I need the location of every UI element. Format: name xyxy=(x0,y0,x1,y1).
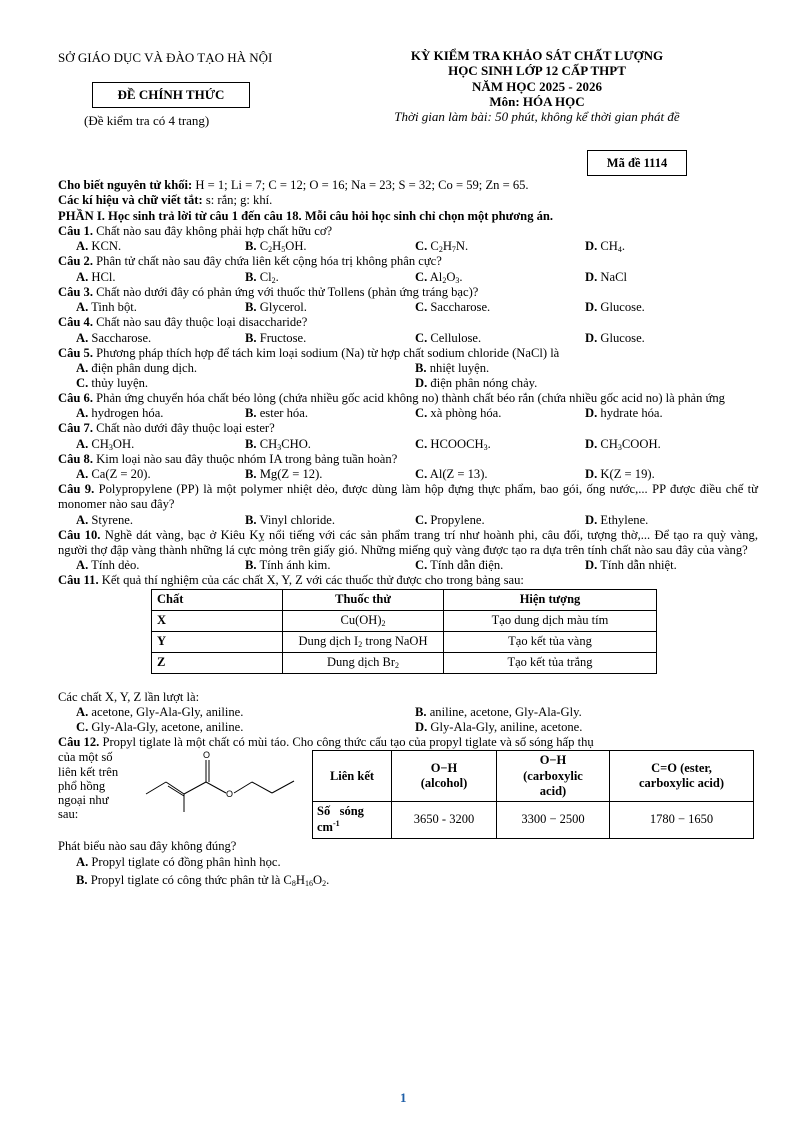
question-7 xyxy=(58,421,758,436)
option-text: aniline, acetone, Gly-Ala-Gly. xyxy=(429,705,582,720)
options-3 xyxy=(58,300,758,315)
question-label: Câu 2. xyxy=(58,254,93,269)
table-cell: $Cu(OH)_2$ xyxy=(283,610,444,631)
option-text: xà phòng hóa. xyxy=(430,406,502,421)
option-text: Glycerol. xyxy=(259,300,307,315)
question-8 xyxy=(58,452,758,467)
bond xyxy=(166,782,184,794)
option-text: Al(Z = 13). xyxy=(429,466,488,481)
table-header: Chất xyxy=(152,589,283,610)
table-cell: Số sóng $cm^{-1}$ xyxy=(313,802,392,839)
exam-title: KỲ KIỂM TRA KHẢO SÁT CHẤT LƯỢNG xyxy=(410,48,664,63)
option-c[interactable]: C. Saccharose. xyxy=(415,300,491,315)
ir-table xyxy=(312,750,754,838)
option-text: thủy luyện. xyxy=(91,375,149,390)
option-text: acetone, Gly-Ala-Gly, aniline. xyxy=(91,705,244,720)
option-b[interactable]: B. aniline, acetone, Gly-Ala-Gly. xyxy=(415,705,582,720)
option-text: KCN. xyxy=(91,239,122,254)
bond xyxy=(206,782,226,793)
option-text: Mg(Z = 12). xyxy=(259,466,323,481)
department-name: SỞ GIÁO DỤC VÀ ĐÀO TẠO HÀ NỘI xyxy=(58,50,273,65)
exam-subject: Môn: HÓA HỌC xyxy=(489,93,585,109)
question-9 xyxy=(58,482,758,513)
options-10 xyxy=(58,558,758,573)
option-c[interactable]: C. Cellulose. xyxy=(415,330,482,345)
bond xyxy=(234,782,252,793)
bond xyxy=(272,781,294,793)
option-a[interactable]: A. KCN. xyxy=(76,239,122,254)
symbols-label: Các kí hiệu và chữ viết tắt: xyxy=(58,193,203,208)
exam-body xyxy=(58,178,758,889)
table-cell: Tạo kết tủa trắng xyxy=(444,652,657,673)
question-6 xyxy=(58,391,758,406)
table-header-row xyxy=(313,751,754,802)
option-text: Ethylene. xyxy=(600,512,649,527)
table-header: Thuốc thử xyxy=(283,589,444,610)
option-d[interactable]: D. Tính dẫn nhiệt. xyxy=(585,558,677,573)
option-a[interactable]: A. Tinh bột. xyxy=(76,300,137,315)
option-d[interactable]: D. Ethylene. xyxy=(585,512,649,527)
option-text: Saccharose. xyxy=(91,330,152,345)
side-line: của một số xyxy=(58,750,113,765)
question-11 xyxy=(58,573,758,588)
option-d[interactable]: D. Glucose. xyxy=(585,330,645,345)
option-text: điện phân dung dịch. xyxy=(91,360,198,375)
table-row xyxy=(152,652,657,673)
option-text: NaCl xyxy=(600,269,627,284)
question-label: Câu 3. xyxy=(58,284,93,299)
option-c[interactable]: C. Gly-Ala-Gly, acetone, aniline. xyxy=(76,720,244,735)
question-text: Phương pháp thích hợp để tách kim loại sodium (Na) từ hợp chất sodium chloride (NaCl) là xyxy=(93,345,560,360)
option-b[interactable]: B. Mg(Z = 12). xyxy=(245,466,323,481)
table-cell: Z xyxy=(152,652,283,673)
option-d[interactable]: D. $CH_3COOH$. xyxy=(585,436,661,452)
option-b[interactable]: B. Tính ánh kim. xyxy=(245,558,331,573)
question-text: Kết quả thí nghiệm của các chất X, Y, Z với các thuốc thử được cho trong bảng sau: xyxy=(98,573,524,588)
option-a[interactable]: A. Tính dẻo. xyxy=(76,558,140,573)
option-d[interactable]: D. Glucose. xyxy=(585,300,645,315)
question-text: Kim loại nào sau đây thuộc nhóm IA trong bảng tuần hoàn? xyxy=(93,451,398,466)
option-d[interactable]: D. NaCl xyxy=(585,269,627,284)
option-text: Gly-Ala-Gly, acetone, aniline. xyxy=(91,720,244,735)
options-9 xyxy=(58,513,758,528)
table-header: Hiện tượng xyxy=(444,589,657,610)
official-badge: ĐỀ CHÍNH THỨC xyxy=(92,82,250,108)
question-label: Câu 6. xyxy=(58,390,93,405)
option-a[interactable]: A. Ca(Z = 20). xyxy=(76,466,151,481)
option-b[interactable]: B. Propyl tiglate có công thức phân tử là $C_8H_{16}O_2$. xyxy=(76,872,330,888)
option-d[interactable]: D. $CH_4$. xyxy=(585,239,626,255)
question-text: Polypropylene (PP) là một polymer nhiệt dẻo, được dùng làm hộp đựng thực phẩm, bao gói, ống nước,... PP được điều chế từ monomer nào sau đây? xyxy=(58,481,758,512)
question-label: Câu 12. xyxy=(58,735,100,750)
option-b[interactable]: B. Vinyl chloride. xyxy=(245,512,335,527)
options-1 xyxy=(58,239,758,254)
question-12-side-text xyxy=(58,750,148,821)
options-2 xyxy=(58,270,758,285)
question-10 xyxy=(58,528,758,559)
option-b[interactable]: B. $C_2H_5OH$. xyxy=(245,239,307,255)
option-text: hydrate hóa. xyxy=(600,406,663,421)
question-12-block xyxy=(58,750,758,855)
option-text: Styrene. xyxy=(91,512,134,527)
option-text: Tính dẫn điện. xyxy=(430,558,504,573)
table-cell: X xyxy=(152,610,283,631)
question-5 xyxy=(58,346,758,361)
question-12-prompt: Phát biểu nào sau đây không đúng? xyxy=(58,839,237,854)
exam-grade: HỌC SINH LỚP 12 CẤP THPT xyxy=(448,63,626,79)
option-text: ester hóa. xyxy=(259,406,308,421)
table-cell: Tạo dung dịch màu tím xyxy=(444,610,657,631)
bond xyxy=(146,782,166,794)
part-one-heading xyxy=(58,209,758,224)
option-text: Glucose. xyxy=(600,300,645,315)
atomic-mass-label: Cho biết nguyên tử khối: xyxy=(58,178,193,192)
option-text: hydrogen hóa. xyxy=(91,406,164,421)
question-label: Câu 9. xyxy=(58,481,95,496)
pages-note: (Đề kiểm tra có 4 trang) xyxy=(84,113,210,128)
option-text: Propylene. xyxy=(430,512,485,527)
question-label: Câu 5. xyxy=(58,345,93,360)
option-d[interactable]: D. K(Z = 19). xyxy=(585,466,655,481)
options-5-row2 xyxy=(58,376,758,391)
options-7 xyxy=(58,437,758,452)
question-text: Chất nào sau đây thuộc loại disaccharide? xyxy=(93,315,308,330)
option-b[interactable]: B. nhiệt luyện. xyxy=(415,360,490,375)
oxygen-label: O xyxy=(226,789,234,800)
option-a[interactable]: A. Styrene. xyxy=(76,512,134,527)
option-text: Saccharose. xyxy=(430,300,491,315)
option-c[interactable]: C. xà phòng hóa. xyxy=(415,406,502,421)
part-one-text: PHẦN I. Học sinh trả lời từ câu 1 đến câu 18. Mỗi câu hỏi học sinh chỉ chọn một phương án. xyxy=(58,208,554,223)
question-label: Câu 11. xyxy=(58,573,99,588)
option-text: K(Z = 19). xyxy=(600,466,655,481)
table-header: O−H (alcohol) xyxy=(392,751,497,802)
question-text: Phản ứng chuyển hóa chất béo lỏng (chứa nhiều gốc acid không no) thành chất béo rắn (chứa nhiều gốc acid no) là phản ứng xyxy=(93,390,725,405)
table-cell: 1780 − 1650 xyxy=(610,802,754,839)
side-line: sau: xyxy=(58,807,79,822)
option-b[interactable]: B. Fructose. xyxy=(245,330,307,345)
bond xyxy=(252,782,272,793)
option-c[interactable]: C. $HCOOCH_3$. xyxy=(415,436,491,452)
question-text: Chất nào sau đây không phải hợp chất hữu cơ? xyxy=(93,224,333,239)
options-8 xyxy=(58,467,758,482)
table-cell: Dung dịch $Br_2$ xyxy=(283,652,444,673)
table-header: O−H (carboxylic acid) xyxy=(497,751,610,802)
option-b[interactable]: B. $CH_3CHO$. xyxy=(245,436,311,452)
table-cell: Dung dịch $I_2$ trong NaOH xyxy=(283,631,444,652)
options-5-row1 xyxy=(58,361,758,376)
question-2 xyxy=(58,254,758,269)
bond xyxy=(184,782,206,794)
table-cell: 3650 - 3200 xyxy=(392,802,497,839)
options-4 xyxy=(58,331,758,346)
option-a[interactable]: A. hydrogen hóa. xyxy=(76,406,164,421)
question-label: Câu 7. xyxy=(58,421,93,436)
side-line: phổ hồng xyxy=(58,778,106,793)
question-label: Câu 4. xyxy=(58,315,93,330)
atomic-mass-values: H = 1; Li = 7; C = 12; O = 16; Na = 23; S = 32; Co = 59; Zn = 65. xyxy=(192,178,529,192)
option-c[interactable]: C. thủy luyện. xyxy=(76,375,149,390)
option-b[interactable]: B. Glycerol. xyxy=(245,300,307,315)
option-c[interactable]: C. $C_2H_7N$. xyxy=(415,239,469,255)
option-a[interactable]: A. Saccharose. xyxy=(76,330,152,345)
question-1 xyxy=(58,224,758,239)
exam-header xyxy=(342,48,732,125)
option-text: Gly-Ala-Gly, aniline, acetone. xyxy=(430,720,583,735)
table-row xyxy=(313,802,754,839)
options-6 xyxy=(58,406,758,421)
question-label: Câu 1. xyxy=(58,224,93,239)
option-a[interactable]: A. acetone, Gly-Ala-Gly, aniline. xyxy=(76,705,244,720)
option-c[interactable]: C. Tính dẫn điện. xyxy=(415,558,504,573)
table-row xyxy=(152,631,657,652)
option-c[interactable]: C. Propylene. xyxy=(415,512,485,527)
option-a[interactable]: A. HCl. xyxy=(76,269,116,284)
option-text: điện phân nóng chảy. xyxy=(430,375,538,390)
question-text: Chất nào dưới đây thuộc loại ester? xyxy=(93,421,275,436)
option-d[interactable]: D. hydrate hóa. xyxy=(585,406,663,421)
exam-time: Thời gian làm bài: 50 phút, không kể thời gian phát đề xyxy=(394,109,680,125)
propyl-tiglate-structure xyxy=(144,748,304,818)
side-line: ngoại như xyxy=(58,793,109,808)
option-text: Cellulose. xyxy=(430,330,482,345)
option-b[interactable]: B. $Cl_2$. xyxy=(245,269,279,285)
table-row xyxy=(152,610,657,631)
question-label: Câu 8. xyxy=(58,451,93,466)
oxygen-label: O xyxy=(203,750,211,761)
reagent-table xyxy=(151,589,657,674)
option-text: Glucose. xyxy=(600,330,645,345)
option-c[interactable]: C. $Al_2O_3$. xyxy=(415,269,463,285)
symbols-values: s: rắn; g: khí. xyxy=(202,193,273,208)
table-header: C=O (ester, carboxylic acid) xyxy=(610,751,754,802)
exam-code: Mã đề 1114 xyxy=(587,150,687,176)
option-a[interactable]: A. Propyl tiglate có đồng phân hình học. xyxy=(76,855,281,870)
page-number: 1 xyxy=(400,1090,407,1105)
option-text: Ca(Z = 20). xyxy=(91,466,151,481)
option-text: Propyl tiglate có đồng phân hình học. xyxy=(91,855,281,870)
option-text: Tính ánh kim. xyxy=(259,558,331,573)
option-text: Fructose. xyxy=(259,330,307,345)
table-header: Liên kết xyxy=(313,751,392,802)
question-3 xyxy=(58,285,758,300)
side-line: liên kết trên xyxy=(58,764,119,779)
option-d[interactable]: D. Gly-Ala-Gly, aniline, acetone. xyxy=(415,720,583,735)
atomic-mass-line xyxy=(58,178,758,193)
symbols-line xyxy=(58,193,758,208)
option-text: Tính dẻo. xyxy=(91,558,140,573)
double-bond xyxy=(168,786,184,796)
option-a[interactable]: A. $CH_3OH$. xyxy=(76,436,135,452)
options-11-row2 xyxy=(58,720,758,735)
exam-year: NĂM HỌC 2025 - 2026 xyxy=(472,78,602,94)
options-11-row1 xyxy=(58,705,758,720)
option-text: Tinh bột. xyxy=(91,300,137,315)
option-text: Vinyl chloride. xyxy=(259,512,335,527)
question-text: Chất nào dưới đây có phản ứng với thuốc thử Tollens (phản ứng tráng bạc)? xyxy=(93,284,479,299)
question-text: Propyl tiglate là một chất có mùi táo. Cho công thức cấu tạo của propyl tiglate và số sóng hấp thụ xyxy=(99,735,594,750)
option-text: nhiệt luyện. xyxy=(429,360,490,375)
option-d[interactable]: D. điện phân nóng chảy. xyxy=(415,375,538,390)
question-label: Câu 10. xyxy=(58,527,101,542)
option-c[interactable]: C. Al(Z = 13). xyxy=(415,466,488,481)
table-cell: Tạo kết tủa vàng xyxy=(444,631,657,652)
option-text: HCl. xyxy=(91,269,116,284)
table-cell: 3300 − 2500 xyxy=(497,802,610,839)
question-text: Phân tử chất nào sau đây chứa liên kết cộng hóa trị không phân cực? xyxy=(93,254,442,269)
option-a[interactable]: A. điện phân dung dịch. xyxy=(76,360,198,375)
question-11-lead: Các chất X, Y, Z lần lượt là: xyxy=(58,689,200,704)
option-b[interactable]: B. ester hóa. xyxy=(245,406,308,421)
table-cell: Y xyxy=(152,631,283,652)
question-text: Nghề dát vàng, bạc ở Kiêu Kỵ nổi tiếng với các sản phẩm trang trí như hoành phi, câu đối, tượng thờ,... Để tạo ra quỳ vàng, người thợ đập vàng thành những lá cực mỏng trên giấy gió. Những miếng quỳ vàng được tạo ra dựa trên tính chất nào sau đây của vàng? xyxy=(58,527,758,558)
option-text: Tính dẫn nhiệt. xyxy=(600,558,677,573)
question-4 xyxy=(58,315,758,330)
table-header-row xyxy=(152,589,657,610)
